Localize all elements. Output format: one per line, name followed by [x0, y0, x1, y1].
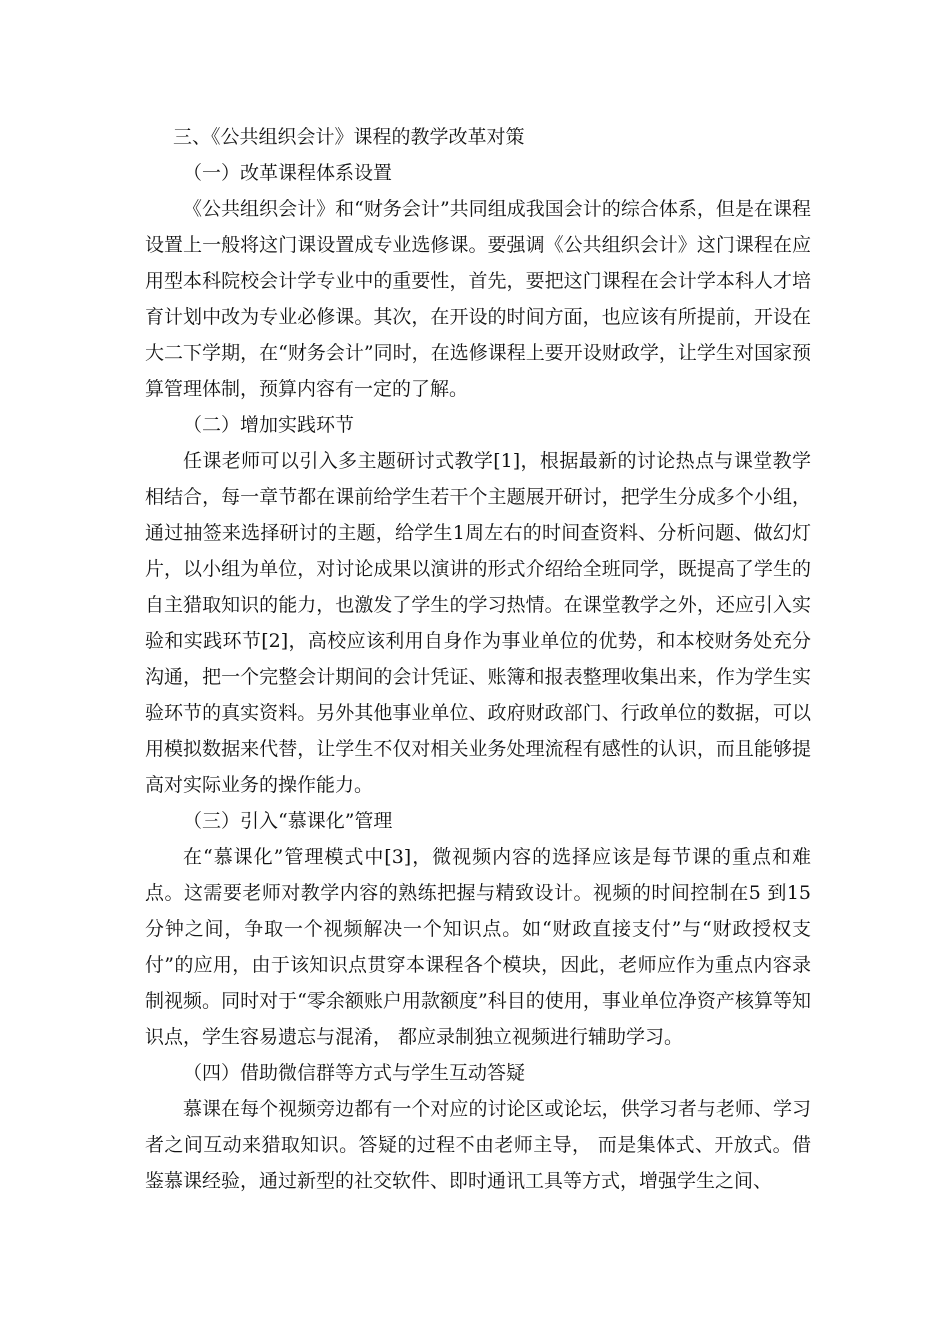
paragraph-3: 在“慕课化”管理模式中[3]，微视频内容的选择应该是每节课的重点和难点。这需要老师对教学内容的熟练把握与精致设计。视频的时间控制在5 到15分钟之间，争取一个视频解决一个知识点。如“财政直接支付”与“财政授权支付”的应用，由于该知识点贯穿本课程各个模块，因此，老师应作为重点内容录制视频。同时对于“零余额账户用款额度”科目的使用，事业单位净资产核算等知识点，学生容易遗忘与混淆， 都应录制独立视频进行辅助学习。: [145, 846, 811, 1048]
subsection-title-3: （三）引入“慕课化”管理: [183, 810, 393, 832]
subsection-title-1: （一）改革课程体系设置: [183, 162, 393, 184]
subsection-title-4: （四）借助微信群等方式与学生互动答疑: [183, 1062, 526, 1084]
paragraph-1: 《公共组织会计》和“财务会计”共同组成我国会计的综合体系，但是在课程设置上一般将这门课设置成专业选修课。要强调《公共组织会计》这门课程在应用型本科院校会计学专业中的重要性，首先，要把这门课程在会计学本科人才培育计划中改为专业必修课。其次，在开设的时间方面，也应该有所提前，开设在大二下学期，在“财务会计”同时，在选修课程上要开设财政学，让学生对国家预算管理体制，预算内容有一定的了解。: [145, 198, 811, 400]
subsection-title-2: （二）增加实践环节: [183, 414, 355, 436]
section-title: 三、《公共组织会计》课程的教学改革对策: [173, 126, 525, 148]
document-page: [145, 119, 811, 1199]
paragraph-4: 慕课在每个视频旁边都有一个对应的讨论区或论坛，供学习者与老师、学习者之间互动来猎取知识。答疑的过程不由老师主导， 而是集体式、开放式。借鉴慕课经验，通过新型的社交软件、即时通讯工具等方式，增强学生之间、: [145, 1098, 811, 1192]
paragraph-2: 任课老师可以引入多主题研讨式教学[1]，根据最新的讨论热点与课堂教学相结合，每一章节都在课前给学生若干个主题展开研讨，把学生分成多个小组，通过抽签来选择研讨的主题，给学生1周左右的时间查资料、分析问题、做幻灯片，以小组为单位，对讨论成果以演讲的形式介绍给全班同学，既提高了学生的自主猎取知识的能力，也激发了学生的学习热情。在课堂教学之外，还应引入实验和实践环节[2]，高校应该利用自身作为事业单位的优势，和本校财务处充分沟通，把一个完整会计期间的会计凭证、账簿和报表整理收集出来，作为学生实验环节的真实资料。另外其他事业单位、政府财政部门、行政单位的数据，可以用模拟数据来代替，让学生不仅对相关业务处理流程有感性的认识，而且能够提高对实际业务的操作能力。: [145, 450, 811, 796]
